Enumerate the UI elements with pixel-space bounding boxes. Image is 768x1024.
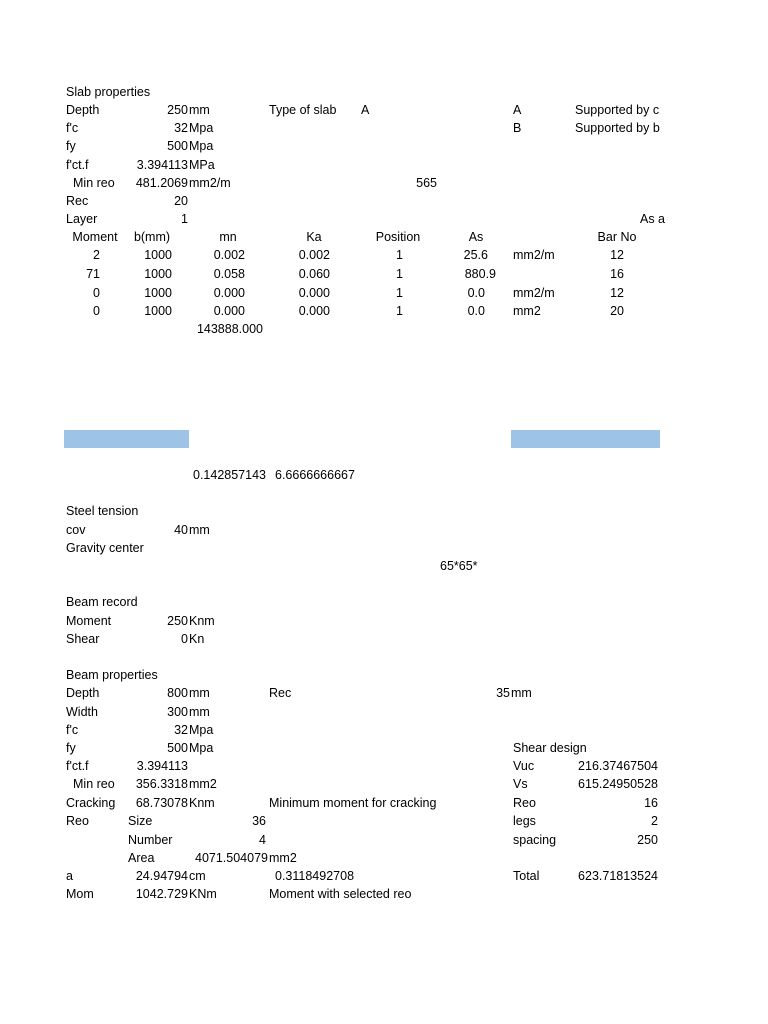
slab-layer-value: 1 — [181, 212, 188, 226]
vs-label: Vs — [513, 777, 528, 791]
beam-reo-area-value: 4071.504079 — [195, 851, 268, 865]
beam-width-value: 300 — [167, 705, 188, 719]
slab-fctf-label: f'ct.f — [66, 158, 89, 172]
steel-tension-title: Steel tension — [66, 504, 139, 518]
beam-fc-value: 32 — [174, 723, 188, 737]
row-moment: 71 — [86, 267, 100, 281]
slab-minreo-value: 481.2069 — [135, 176, 188, 190]
beam-record-shear-value: 0 — [181, 632, 188, 646]
row-as: 25.6 — [463, 248, 488, 262]
row-moment: 0 — [93, 304, 100, 318]
slab-fctf-value: 3.394113 — [136, 158, 188, 172]
row-ka: 0.000 — [298, 286, 330, 300]
beam-depth-label: Depth — [66, 686, 100, 700]
slab-minreo-extra: 565 — [416, 176, 437, 190]
slab-depth-unit: mm — [189, 103, 210, 117]
slab-fy-label: fy — [66, 139, 76, 153]
row-position: 1 — [396, 286, 403, 300]
cov-value: 40 — [174, 523, 188, 537]
table-header-barno: Bar No — [597, 230, 637, 244]
row-as: 880.9 — [464, 267, 496, 281]
row-b: 1000 — [144, 304, 172, 318]
beam-mom-note: Moment with selected reo — [269, 887, 412, 901]
shear-total-value: 623.71813524 — [578, 869, 658, 883]
slab-fctf-unit: MPa — [189, 158, 215, 172]
slab-type-value: A — [361, 103, 370, 117]
row-mn: 0.000 — [213, 286, 245, 300]
row-mn: 0.058 — [213, 267, 245, 281]
ratio-a: 0.142857143 — [193, 468, 266, 482]
slab-depth-label: Depth — [66, 103, 100, 117]
shear-reo-value: 16 — [644, 796, 658, 810]
beam-record-moment-value: 250 — [167, 614, 188, 628]
highlight-band-right — [511, 430, 660, 448]
beam-reo-size-label: Size — [128, 814, 153, 828]
gravity-center-value: 65*65* — [440, 559, 478, 573]
row-unit: mm2/m — [513, 286, 555, 300]
beam-width-label: Width — [66, 705, 98, 719]
beam-rec-value: 35 — [496, 686, 510, 700]
ratio-b: 6.6666666667 — [275, 468, 355, 482]
beam-cracking-value: 68.73078 — [135, 796, 188, 810]
beam-depth-value: 800 — [167, 686, 188, 700]
slab-title: Slab properties — [66, 85, 151, 99]
beam-minreo-value: 356.3318 — [135, 777, 188, 791]
row-bar: 16 — [610, 267, 624, 281]
beam-depth-unit: mm — [189, 686, 210, 700]
beam-fc-label: f'c — [66, 723, 79, 737]
slab-layer-extra: As a — [640, 212, 666, 226]
support-option-code: B — [513, 121, 522, 135]
row-as: 0.0 — [467, 304, 485, 318]
beam-minreo-unit: mm2 — [189, 777, 217, 791]
slab-fc-label: f'c — [66, 121, 79, 135]
beam-title: Beam properties — [66, 668, 158, 682]
beam-record-moment-unit: Knm — [189, 614, 215, 628]
slab-depth-value: 250 — [167, 103, 188, 117]
beam-minreo-label: Min reo — [73, 777, 115, 791]
row-position: 1 — [396, 267, 403, 281]
beam-reo-label: Reo — [66, 814, 89, 828]
beam-cracking-unit: Knm — [189, 796, 215, 810]
legs-label: legs — [513, 814, 536, 828]
beam-cracking-label: Cracking — [66, 796, 116, 810]
beam-rec-unit: mm — [511, 686, 532, 700]
row-mn: 0.000 — [213, 304, 245, 318]
row-bar: 12 — [610, 248, 624, 262]
support-option-code: A — [513, 103, 522, 117]
beam-reo-size-value: 36 — [252, 814, 266, 828]
beam-mom-unit: KNm — [189, 887, 217, 901]
beam-record-shear-unit: Kn — [189, 632, 205, 646]
row-position: 1 — [396, 248, 403, 262]
vuc-value: 216.37467504 — [578, 759, 658, 773]
beam-reo-number-label: Number — [128, 833, 173, 847]
slab-fy-value: 500 — [167, 139, 188, 153]
row-ka: 0.060 — [298, 267, 330, 281]
beam-mom-value: 1042.729 — [135, 887, 188, 901]
slab-fc-unit: Mpa — [189, 121, 214, 135]
slab-rec-value: 20 — [174, 194, 188, 208]
beam-fy-value: 500 — [167, 741, 188, 755]
slab-layer-label: Layer — [66, 212, 98, 226]
table-header-moment: Moment — [72, 230, 118, 244]
slab-type-label: Type of slab — [269, 103, 337, 117]
row-unit: mm2 — [513, 304, 541, 318]
beam-reo-area-unit: mm2 — [269, 851, 297, 865]
beam-rec-label: Rec — [269, 686, 292, 700]
beam-record-moment-label: Moment — [66, 614, 112, 628]
row-ka: 0.002 — [298, 248, 330, 262]
row-bar: 12 — [610, 286, 624, 300]
slab-rec-label: Rec — [66, 194, 89, 208]
beam-fy-label: fy — [66, 741, 76, 755]
support-option-text: Supported by b — [575, 121, 660, 135]
vuc-label: Vuc — [513, 759, 535, 773]
cov-label: cov — [66, 523, 86, 537]
beam-fctf-label: f'ct.f — [66, 759, 89, 773]
row-b: 1000 — [144, 286, 172, 300]
table-header-mn: mn — [219, 230, 237, 244]
slab-fy-unit: Mpa — [189, 139, 214, 153]
table-header-ka: Ka — [306, 230, 322, 244]
beam-a-extra: 0.3118492708 — [275, 869, 355, 883]
beam-a-value: 24.94794 — [135, 869, 188, 883]
cov-unit: mm — [189, 523, 210, 537]
row-position: 1 — [396, 304, 403, 318]
beam-width-unit: mm — [189, 705, 210, 719]
beam-record-shear-label: Shear — [66, 632, 100, 646]
row-moment: 2 — [93, 248, 100, 262]
spacing-value: 250 — [637, 833, 658, 847]
table-header-b: b(mm) — [133, 230, 171, 244]
beam-cracking-note: Minimum moment for cracking — [269, 796, 437, 810]
row-bar: 20 — [610, 304, 624, 318]
table-header-as: As — [468, 230, 484, 244]
beam-fy-unit: Mpa — [189, 741, 214, 755]
shear-total-label: Total — [513, 869, 540, 883]
row-ka: 0.000 — [298, 304, 330, 318]
beam-fc-unit: Mpa — [189, 723, 214, 737]
beam-record-title: Beam record — [66, 595, 138, 609]
slab-minreo-label: Min reo — [73, 176, 115, 190]
beam-reo-area-label: Area — [128, 851, 155, 865]
table-total: 143888.000 — [196, 322, 263, 336]
shear-reo-label: Reo — [513, 796, 536, 810]
slab-fc-value: 32 — [174, 121, 188, 135]
row-moment: 0 — [93, 286, 100, 300]
slab-minreo-unit: mm2/m — [189, 176, 231, 190]
row-mn: 0.002 — [213, 248, 245, 262]
beam-mom-label: Mom — [66, 887, 94, 901]
beam-a-unit: cm — [189, 869, 206, 883]
beam-fctf-value: 3.394113 — [136, 759, 188, 773]
beam-a-label: a — [66, 869, 73, 883]
shear-design-title: Shear design — [513, 741, 587, 755]
row-b: 1000 — [144, 267, 172, 281]
legs-value: 2 — [651, 814, 658, 828]
gravity-center-label: Gravity center — [66, 541, 144, 555]
vs-value: 615.24950528 — [578, 777, 658, 791]
row-as: 0.0 — [467, 286, 485, 300]
spacing-label: spacing — [513, 833, 557, 847]
row-b: 1000 — [144, 248, 172, 262]
beam-reo-number-value: 4 — [259, 833, 266, 847]
support-option-text: Supported by c — [575, 103, 660, 117]
row-unit: mm2/m — [513, 248, 555, 262]
highlight-band-left — [64, 430, 189, 448]
table-header-position: Position — [375, 230, 421, 244]
